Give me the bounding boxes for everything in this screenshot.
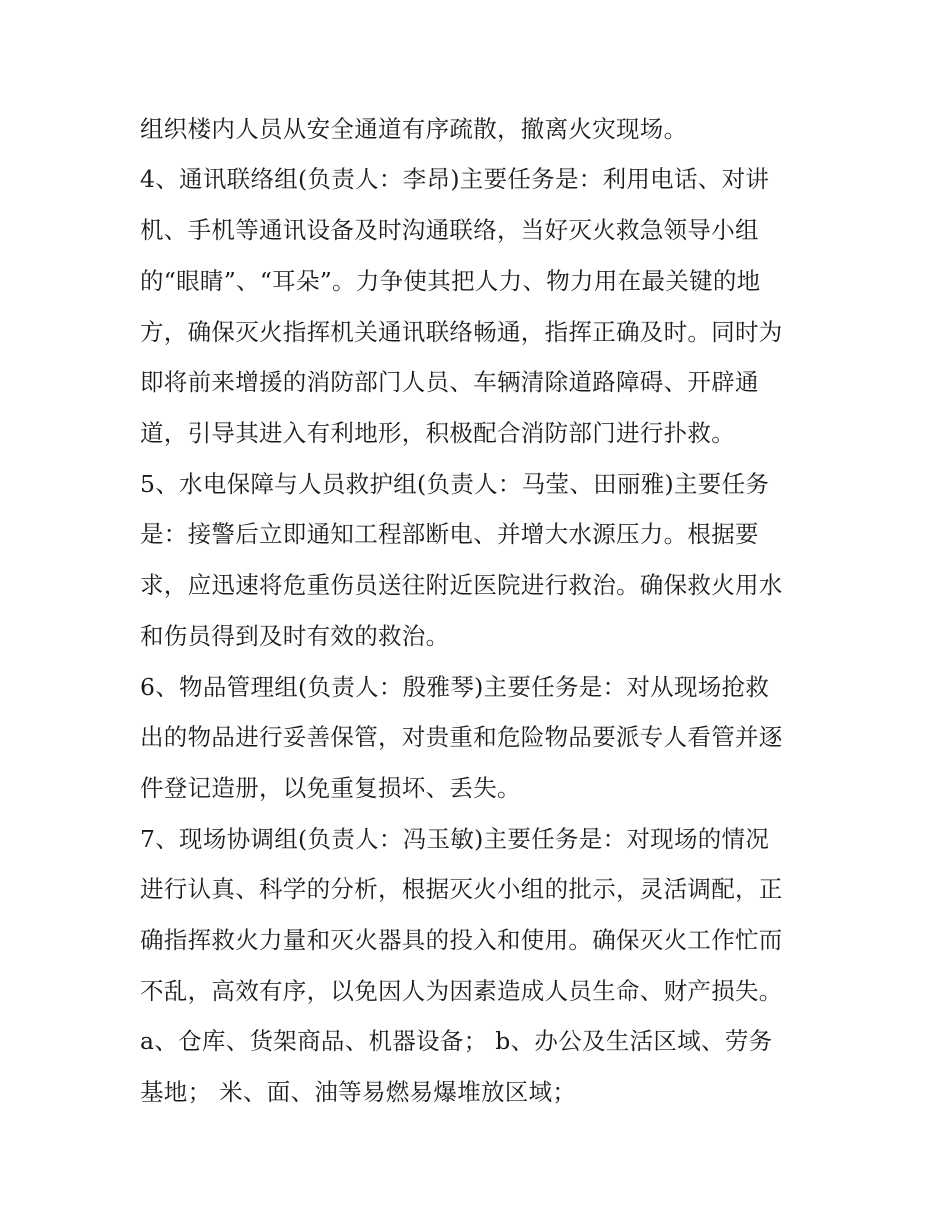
text-line: 道，引导其进入有利地形，积极配合消防部门进行扑救。 xyxy=(140,419,735,447)
text-line: 件登记造册，以免重复损坏、丢失。 xyxy=(140,774,521,802)
text-line: 和伤员得到及时有效的救治。 xyxy=(140,622,450,650)
text-line: 不乱，高效有序，以免因人为因素造成人员生命、财产损失。 xyxy=(140,977,783,1005)
text-line: 确指挥救火力量和灭火器具的投入和使用。确保灭火工作忙而 xyxy=(140,926,783,954)
text-line: 组织楼内人员从安全通道有序疏散，撤离火灾现场。 xyxy=(140,115,688,143)
text-line: a、仓库、货架商品、机器设备； b、办公及生活区域、劳务 xyxy=(140,1027,773,1055)
text-line: 6、物品管理组(负责人：殷雅琴)主要任务是：对从现场抢救 xyxy=(140,673,770,701)
text-line: 进行认真、科学的分析，根据灭火小组的批示，灵活调配，正 xyxy=(140,875,783,903)
text-line: 方，确保灭火指挥机关通讯联络畅通，指挥正确及时。同时为 xyxy=(140,318,783,346)
text-line: 基地； 米、面、油等易燃易爆堆放区域； xyxy=(140,1078,577,1106)
text-line: 是：接警后立即通知工程部断电、并增大水源压力。根据要 xyxy=(140,520,759,548)
text-line: 5、水电保障与人员救护组(负责人：马莹、田丽雅)主要任务 xyxy=(140,470,770,498)
text-line: 4、通讯联络组(负责人：李昂)主要任务是：利用电话、对讲 xyxy=(140,165,770,193)
text-line: 的“眼睛”、“耳朵”。力争使其把人力、物力用在最关键的地 xyxy=(140,267,761,295)
text-line: 即将前来增援的消防部门人员、车辆清除道路障碍、开辟通 xyxy=(140,368,759,396)
text-line: 求，应迅速将危重伤员送往附近医院进行救治。确保救火用水 xyxy=(140,571,783,599)
text-line: 出的物品进行妥善保管，对贵重和危险物品要派专人看管并逐 xyxy=(140,723,783,751)
text-line: 7、现场协调组(负责人：冯玉敏)主要任务是：对现场的情况 xyxy=(140,825,770,853)
text-line: 机、手机等通讯设备及时沟通联络，当好灭火救急领导小组 xyxy=(140,216,759,244)
